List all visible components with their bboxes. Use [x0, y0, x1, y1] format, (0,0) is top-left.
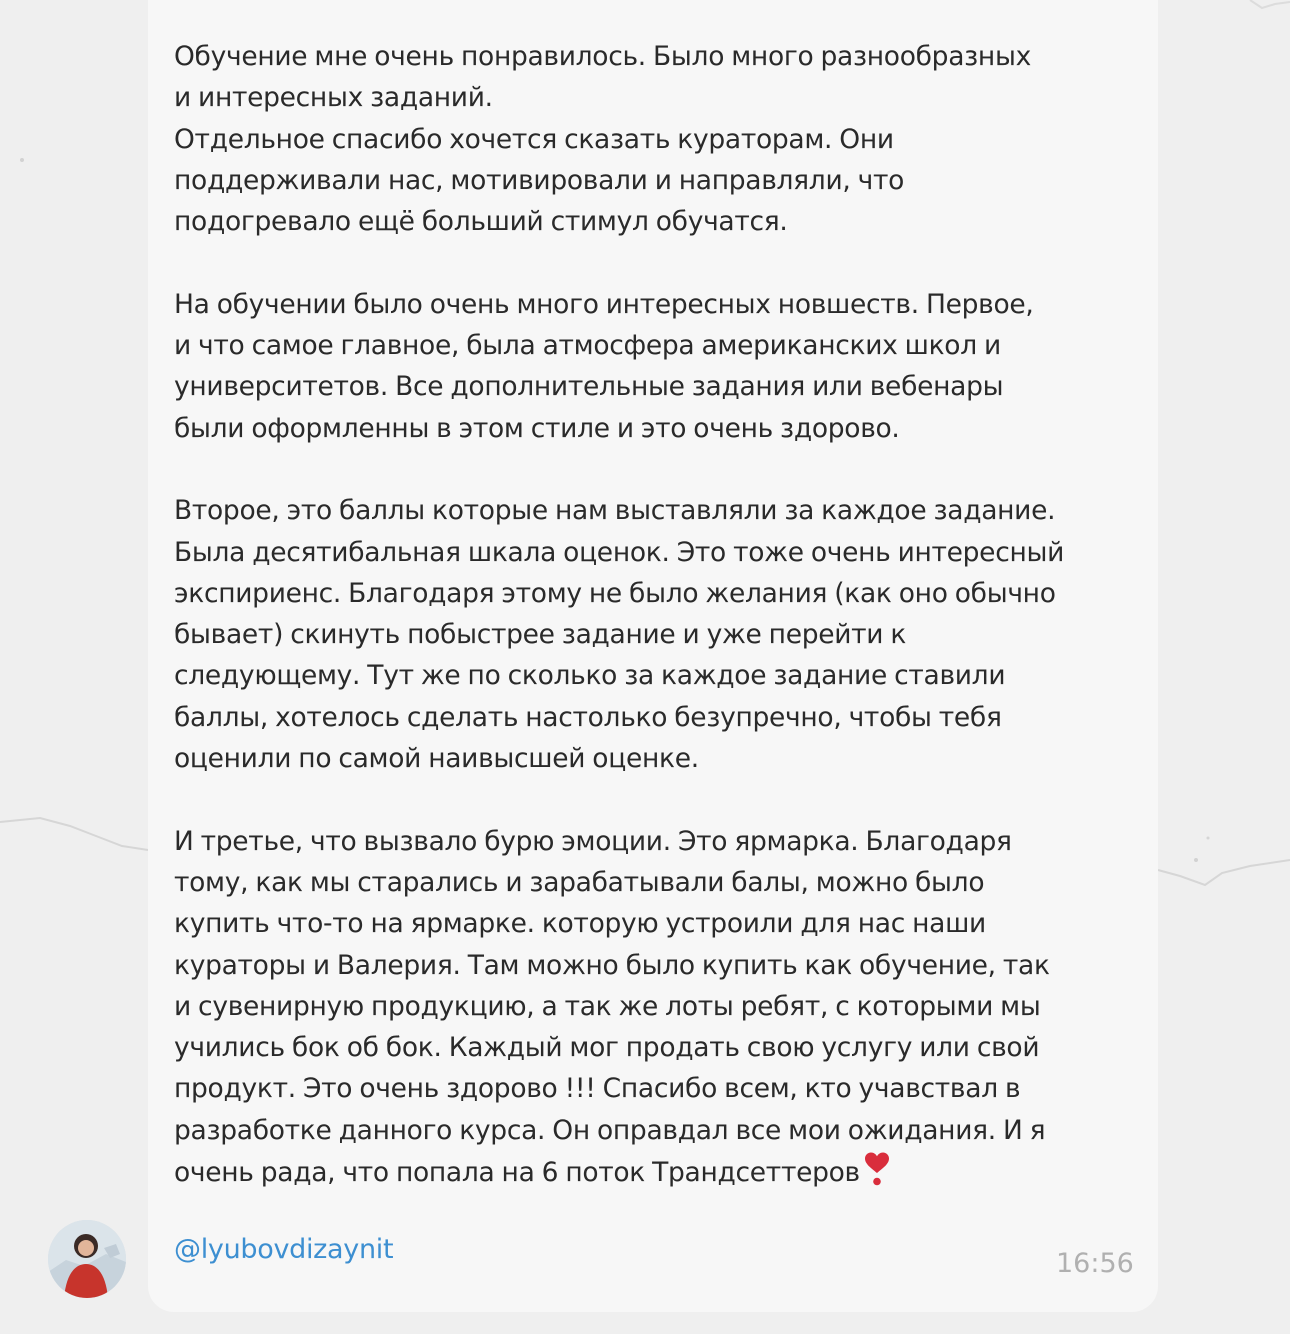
- message-timestamp: 16:56: [1056, 1248, 1134, 1279]
- message-paragraph-1: Обучение мне очень понравилось. Было много разнообразных и интересных заданий. Отдельное спасибо хочется сказать кураторам. Они поддерживали нас, мотивировали и направляли, что подогревало ещё больший стимул обучатся.: [174, 41, 1031, 238]
- heart-exclamation-icon: [862, 1151, 892, 1187]
- message-paragraph-2: На обучении было очень много интересных новшеств. Первое, и что самое главное, была атмосфера американских школ и университетов. Все дополнительные задания или вебенары были оформленны в этом стиле и это очень здорово.: [174, 288, 1034, 444]
- author-username-link[interactable]: @lyubovdizaynit: [174, 1234, 394, 1265]
- message-paragraph-4-text: И третье, что вызвало бурю эмоции. Это ярмарка. Благодаря тому, как мы старались и зарабатывали балы, можно было купить что-то на ярмарке. которую устроили для нас наши кураторы и Валерия. Там можно было купить как обучение, так и сувенирную продукцию, а так же лоты ребят, с которыми мы учились бок об бок. Каждый мог продать свою услугу или свой продукт. Это очень здорово !!! Спасибо всем, кто учавствал в разработке данного курса. Он оправдал все мои ожидания. И я очень рада, что попала на 6 поток Трандсеттеров: [174, 825, 1050, 1189]
- message-paragraph-4: [174, 821, 1134, 1194]
- message-paragraph-3: Второе, это баллы которые нам выставляли за каждое задание. Была десятибальная шкала оценок. Это тоже очень интересный экспириенс. Благодаря этому не было желания (как оно обычно бывает) скинуть побыстрее задание и уже перейти к следующему. Тут же по сколько за каждое задание ставили баллы, хотелось сделать настолько безупречно, чтобы тебя оценили по самой наивысшей оценке.: [174, 495, 1065, 775]
- message-text: [174, 36, 1134, 1193]
- avatar-photo: [48, 1220, 126, 1298]
- avatar[interactable]: [48, 1220, 126, 1298]
